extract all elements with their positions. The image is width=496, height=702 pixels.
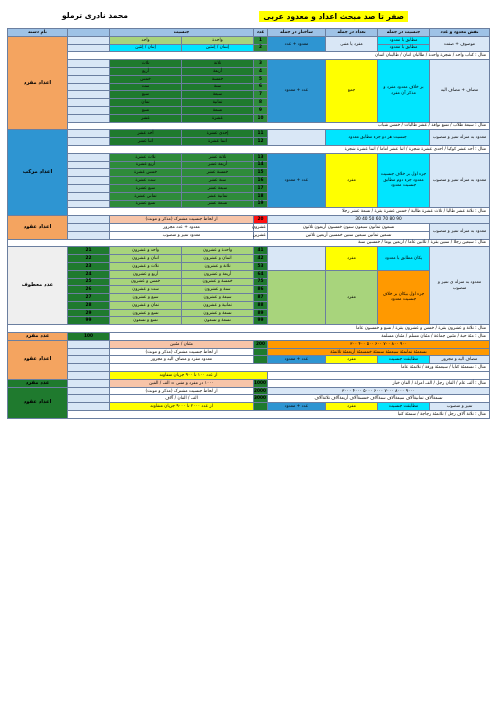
number-cell: 28 <box>68 301 110 309</box>
table-row <box>8 44 490 52</box>
fem-form: ستة عشر <box>182 177 254 185</box>
table-cell <box>68 83 110 91</box>
gender-rule: یکان مطابق با معدود <box>378 247 430 270</box>
table-cell <box>68 177 110 185</box>
note-cell: از لحاظ جنسیت مشترک (مذکر و مونث) <box>110 348 254 356</box>
table-cell <box>68 99 110 107</box>
table-cell <box>268 372 490 380</box>
table-cell <box>68 192 110 200</box>
example-text: مثال : ألف عام / الفان رجل / الف امراة / الفان خباز <box>268 379 490 387</box>
table-cell <box>68 60 110 68</box>
section-label: اعداد عقود <box>8 340 68 379</box>
fem-form: ثمانية و عشرون <box>182 301 254 309</box>
table-cell <box>68 106 110 114</box>
masc-form: واحد <box>110 36 182 44</box>
table-row <box>8 411 490 419</box>
fem-form: إحدى عشرة <box>182 130 254 138</box>
number-cell: 88 <box>254 301 268 309</box>
example-text: مثال : تسعمئة كتابا / سبعمئة ورقة / ثلاثمئة عاما <box>110 364 490 372</box>
note-cell: از لحاظ جنسیت مشترک (مذکر و مونث) <box>110 216 254 224</box>
number-cell: 21 <box>68 247 110 255</box>
role-cell: مضاف الیه و مجرور <box>430 356 490 364</box>
fem-form: خمسة عشر <box>182 169 254 177</box>
table-cell <box>68 340 110 348</box>
number-cell: 25 <box>68 278 110 286</box>
tens-row: 90 80 70 60 50 40 30 <box>268 216 490 224</box>
number-cell: 3 <box>254 60 268 68</box>
masc-form: اثنان و عشرون <box>110 255 182 263</box>
number-cell: 5 <box>254 75 268 83</box>
number-cell: 24 <box>68 270 110 278</box>
count-cell: مفرد یا مثنی <box>326 36 378 52</box>
example-text: مثال : ثلاثة آلاف رجل / ثلاثمئة زجاجة / ستمئة كتبا <box>68 411 490 419</box>
table-row <box>8 231 490 239</box>
tens-cell: عشرين <box>252 232 266 238</box>
example-text: مثال : ثلاثة و عشرون بقرة / خمس و عشرون بقرة / تسع و خمسون عاما <box>8 325 490 333</box>
number-cell: 53 <box>254 262 268 270</box>
masc-form: تسع عشرة <box>110 200 182 208</box>
number-cell: 4 <box>254 67 268 75</box>
structure-cell: عدد + معدود <box>268 403 326 411</box>
table-row <box>8 387 490 395</box>
section-label: اعداد مرکب <box>8 130 68 216</box>
masc-form: خمس و عشرون <box>110 278 182 286</box>
section-label: اعداد عقود <box>8 387 68 418</box>
table-cell <box>68 200 110 208</box>
masc-form: اثنا عشر <box>110 138 182 146</box>
table-row <box>8 395 490 403</box>
number-cell: 2000 <box>254 388 266 394</box>
table-row <box>8 52 490 60</box>
table-cell <box>68 67 110 75</box>
number-cell: 29 <box>68 309 110 317</box>
table-cell <box>268 270 326 325</box>
number-cell: 17 <box>254 184 268 192</box>
note-cell: معدود مفرد و مضاف الیه و مجرور <box>110 356 254 364</box>
number-cell: 87 <box>254 294 268 302</box>
table-row <box>8 153 490 161</box>
note-cell: مئتان / مئتین <box>110 340 254 348</box>
table-row <box>8 208 490 216</box>
number-cell: 200 <box>254 340 268 348</box>
table-row <box>8 216 490 224</box>
numbers-table <box>7 28 490 419</box>
fem-form: عشرة <box>182 114 254 122</box>
masc-form: ست و عشرون <box>110 286 182 294</box>
fem-form: اثنتان و عشرون <box>182 255 254 263</box>
column-header-row <box>8 29 490 37</box>
number-cell: 1 <box>254 36 268 44</box>
section-label: عدد معطوف <box>8 247 68 325</box>
table-row <box>8 36 490 44</box>
note-cell: الف / الفان / آلاف <box>110 395 254 403</box>
fem-form: تسعة و تسعون <box>182 317 254 325</box>
table-cell <box>68 44 110 52</box>
table-row <box>8 372 490 380</box>
gender-rule: مطابق با معدود <box>378 36 430 44</box>
table-cell <box>68 395 110 403</box>
table-cell <box>68 387 110 395</box>
note-cell: ۱۰۰۰ در مفرد و مثنی = الف / الفین <box>110 379 254 387</box>
masc-form: اِثنان / اِثنَین <box>110 44 182 52</box>
role-cell: معدود به منزله تمیز و منصوب <box>430 223 490 239</box>
table-row <box>8 348 490 356</box>
fem-form: ثلاثة و عشرون <box>182 262 254 270</box>
masc-form: أربع عشرة <box>110 161 182 169</box>
number-cell: 12 <box>254 138 268 146</box>
gender-rule: جنسیت هر دو جزء مطابق معدود <box>326 130 430 146</box>
fem-form: ثمانية <box>182 99 254 107</box>
table-cell <box>68 231 110 239</box>
structure-cell: معدود + عدد مجرور <box>110 223 254 231</box>
table-row <box>8 60 490 68</box>
role-cell: معدود به منزله تمیز و منصوب <box>430 130 490 146</box>
diff-note: از عدد ۲۰۰۰ تا ۹۰۰۰ جریان متفاوته <box>110 403 254 411</box>
masc-form: سبع و عشرون <box>110 294 182 302</box>
structure-cell: عدد + معدود <box>268 153 326 208</box>
table-cell <box>68 153 110 161</box>
fem-form: ستة <box>182 83 254 91</box>
structure-cell: معدود + عدد <box>268 36 326 52</box>
table-cell <box>68 348 110 356</box>
number-cell: 1000 <box>254 380 266 386</box>
role-cell: مضاف + مضاف الیه <box>430 60 490 122</box>
number-cell: 89 <box>254 309 268 317</box>
number-cell: 100 <box>68 333 110 341</box>
table-row <box>8 403 490 411</box>
table-row <box>8 130 490 138</box>
gender-rule: بر خلاف معدود مفرد و مذکر آن مفرد <box>378 60 430 122</box>
role-cell: معدود به منزله تمیز و منصوب <box>430 153 490 208</box>
number-cell: 75 <box>254 278 268 286</box>
number-cell: 42 <box>254 255 268 263</box>
number-cell: 15 <box>254 169 268 177</box>
table-cell <box>68 36 110 44</box>
number-cell: 9 <box>254 106 268 114</box>
section-label: عدد مفرد <box>8 379 68 387</box>
masc-form: ست <box>110 83 182 91</box>
number-cell: 2 <box>254 44 268 52</box>
example-text: مثال : كتاب واحد / شجرة واحدة / طالبان اثنان / طالبتان اثنتان <box>68 52 490 60</box>
number-cell: 20 <box>254 216 268 224</box>
fem-form: خمسة و عشرون <box>182 278 254 286</box>
fem-form: تسعة <box>182 106 254 114</box>
gender-rule: مطابقت جنسیت <box>378 356 430 364</box>
example-text: مثال : سبعة طلاب / تسع نوافذ / عشر طالبات / خمس شباب <box>68 122 490 130</box>
count-cell: مفرد <box>326 153 378 208</box>
section-label: اعداد عقود <box>8 216 68 239</box>
masc-form: ثمان و عشرون <box>110 301 182 309</box>
number-cell: 11 <box>254 130 268 138</box>
table-cell <box>68 364 110 372</box>
tens-cell: عشرون <box>252 224 266 230</box>
example-text: مثال : مئة حبة / مئتين جماعة / مئتان مسلم / مئتان مسلمة <box>110 333 490 341</box>
number-cell: 41 <box>254 247 268 255</box>
count-cell: مفرد <box>326 247 378 270</box>
table-row <box>8 356 490 364</box>
number-cell: 86 <box>254 286 268 294</box>
table-cell <box>68 184 110 192</box>
table-row <box>8 364 490 372</box>
table-row <box>8 122 490 130</box>
tens-words: تسعون ثمانون سبعون ستون خمسون أربعون ثلاثون <box>268 223 430 231</box>
fem-form: أربعة عشر <box>182 161 254 169</box>
number-cell: 6 <box>254 83 268 91</box>
table-cell <box>68 356 110 364</box>
gender-rule: جزء اول بر خلاف جنسیت معدود جزء دوم مطابق جنسیت معدود <box>378 153 430 208</box>
count-cell: مفرد <box>326 270 378 325</box>
number-cell: 64 <box>254 270 268 278</box>
table-cell <box>68 372 110 380</box>
table-cell <box>268 130 326 146</box>
section-label: عدد مفرد <box>8 333 68 341</box>
table-cell <box>68 138 110 146</box>
number-cell: 23 <box>68 262 110 270</box>
col-gender-forms: جنسیت <box>110 29 254 37</box>
table-cell <box>68 379 110 387</box>
number-cell: 16 <box>254 177 268 185</box>
masc-form: سبع <box>110 91 182 99</box>
example-text: مثال : ثلاثة عشر طالبا / ثلاث عشرة طالبة / خمس عشرة بقرة / تسعة عشر رجلا <box>68 208 490 216</box>
table-cell <box>68 216 110 224</box>
count-cell: مفرد <box>326 356 378 364</box>
masc-form: أحد عشر <box>110 130 182 138</box>
masc-form: أربع و عشرون <box>110 270 182 278</box>
col-gender: جنسیت در جمله <box>378 29 430 37</box>
table-row <box>8 270 490 278</box>
fem-form: سبعة عشر <box>182 184 254 192</box>
table-cell <box>68 130 110 138</box>
number-cell: 8 <box>254 99 268 107</box>
rule-cell: معدود تمیز و منصوب <box>110 231 254 239</box>
role-cell: موصوف + صفت <box>430 36 490 52</box>
masc-form: تسع و تسعون <box>110 317 182 325</box>
table-cell <box>68 29 110 37</box>
fem-form: أربعة <box>182 67 254 75</box>
masc-form: ثلاث <box>110 60 182 68</box>
thousands-words: تسعةآلاف ثمانيةآلاف سبعةآلاف ستةآلاف خمسةآلاف أربعةآلاف ثلاثةآلاف <box>268 395 490 403</box>
number-cell: 99 <box>254 317 268 325</box>
masc-form: أربع <box>110 67 182 75</box>
table-cell <box>68 75 110 83</box>
table-row <box>8 340 490 348</box>
number-cell: 13 <box>254 153 268 161</box>
number-cell: 26 <box>68 286 110 294</box>
table-cell <box>68 169 110 177</box>
table-row <box>8 379 490 387</box>
gender-rule: جزء اول بیکان بر خلاف جنسیت معدود <box>378 270 430 325</box>
col-role: نقش معدود و عدد <box>430 29 490 37</box>
table-cell <box>254 403 268 411</box>
masc-form: تسع <box>110 106 182 114</box>
table-row <box>8 223 490 231</box>
table-cell <box>254 348 268 356</box>
structure-cell: عدد + معدود <box>268 356 326 364</box>
gender-rule: مطابقت جنسیت <box>378 403 430 411</box>
number-cell: 99 <box>68 317 110 325</box>
hundreds-row: ۹۰۰ ۸۰۰ ۷۰۰ ۶۰۰ ۵۰۰ ۴۰۰ ۳۰۰ <box>268 340 490 348</box>
table-cell <box>68 223 110 231</box>
example-text: مثال : سبعین رجلا / ستین بقرة / ثلاثین عاما / اربعین یوما / خمسین سنة <box>8 239 490 247</box>
masc-form: عشر <box>110 114 182 122</box>
fem-form: اثنتا عشرة <box>182 138 254 146</box>
table-cell <box>68 403 110 411</box>
table-cell <box>268 247 326 270</box>
fem-form: تسعة و عشرون <box>182 309 254 317</box>
masc-form: ثلاث عشرة <box>110 153 182 161</box>
example-text: مثال : أحد عشر كوكبا / احدى عشرة شجرة / اثنا عشر اماما / اثنتا عشرة شجرة <box>68 145 490 153</box>
masc-form: خمس <box>110 75 182 83</box>
number-cell: 19 <box>254 200 268 208</box>
hundreds-words: تسعمئة ثمانمئة سبعمئة ستمئة خمسمئة أربعمئة ثلاثمئة <box>268 348 490 356</box>
fem-form: تسعة عشر <box>182 200 254 208</box>
role-cell: تمیز و منصوب <box>430 403 490 411</box>
masc-form: ثلاث و عشرون <box>110 262 182 270</box>
table-row <box>8 239 490 247</box>
number-cell: 7 <box>254 91 268 99</box>
masc-form: واحد و عشرون <box>110 247 182 255</box>
masc-form: خمس عشرة <box>110 169 182 177</box>
table-row <box>8 325 490 333</box>
structure-cell: عدد + معدود <box>268 60 326 122</box>
note-cell: از لحاظ جنسیت مشترک (مذکر و مونث) <box>110 387 254 395</box>
table-row <box>8 247 490 255</box>
thousands-row: ۹۰۰۰ ۸۰۰۰ ۷۰۰۰ ۶۰۰۰ ۵۰۰۰ ۴۰۰۰ ۳۰۰۰ <box>268 387 490 395</box>
section-label: اعداد مفرد <box>8 36 68 130</box>
number-cell: 14 <box>254 161 268 169</box>
table-cell <box>68 91 110 99</box>
masc-form: ست عشرة <box>110 177 182 185</box>
col-structure: ساختار در جمله <box>268 29 326 37</box>
fem-form: خمسة <box>182 75 254 83</box>
number-cell: 3000 <box>254 396 266 402</box>
number-cell: 18 <box>254 192 268 200</box>
role-cell: معدود به منزله ی تمیز و منصوب <box>430 247 490 325</box>
col-count: تعداد در جمله <box>326 29 378 37</box>
diff-note: از عدد ۱۰۰ تا ۹۰۰ جریان متفاوته <box>110 372 268 380</box>
fem-form: واحدة و عشرون <box>182 247 254 255</box>
masc-form: سبع عشرة <box>110 184 182 192</box>
masc-form: ثماني عشرة <box>110 192 182 200</box>
col-category: نام دسته <box>8 29 68 37</box>
fem-form: أربعة و عشرون <box>182 270 254 278</box>
table-cell <box>68 161 110 169</box>
fem-form: ثمانية عشر <box>182 192 254 200</box>
page-title: صفر تا صد مبحث اعداد و معدود عربی <box>259 11 408 22</box>
fem-form: سبعة <box>182 91 254 99</box>
count-cell: مفرد <box>326 403 378 411</box>
fem-form: سبعة و عشرون <box>182 294 254 302</box>
count-cell: جمع <box>326 60 378 122</box>
fem-form: ستة و عشرون <box>182 286 254 294</box>
fem-form: ثلاثة <box>182 60 254 68</box>
fem-form: اِثنتان / اِثنتَین <box>182 44 254 52</box>
masc-form: ثمان <box>110 99 182 107</box>
col-number: عدد <box>254 29 268 37</box>
table-row <box>8 145 490 153</box>
page-header <box>0 8 496 24</box>
number-cell: 10 <box>254 114 268 122</box>
table-cell <box>68 114 110 122</box>
masc-form: تسع و عشرون <box>110 309 182 317</box>
table-cell <box>254 356 268 364</box>
gender-rule: مطابق با معدود <box>378 44 430 52</box>
tens-words: تسعين ثمانين سبعين ستين خمسين أربعين ثلاثين <box>268 231 430 239</box>
number-cell: 22 <box>68 255 110 263</box>
number-cell: 27 <box>68 294 110 302</box>
table-row <box>8 333 490 341</box>
fem-form: ثلاثة عشر <box>182 153 254 161</box>
author-name: محمد نادری ترملو <box>61 11 128 20</box>
fem-form: واحدة <box>182 36 254 44</box>
